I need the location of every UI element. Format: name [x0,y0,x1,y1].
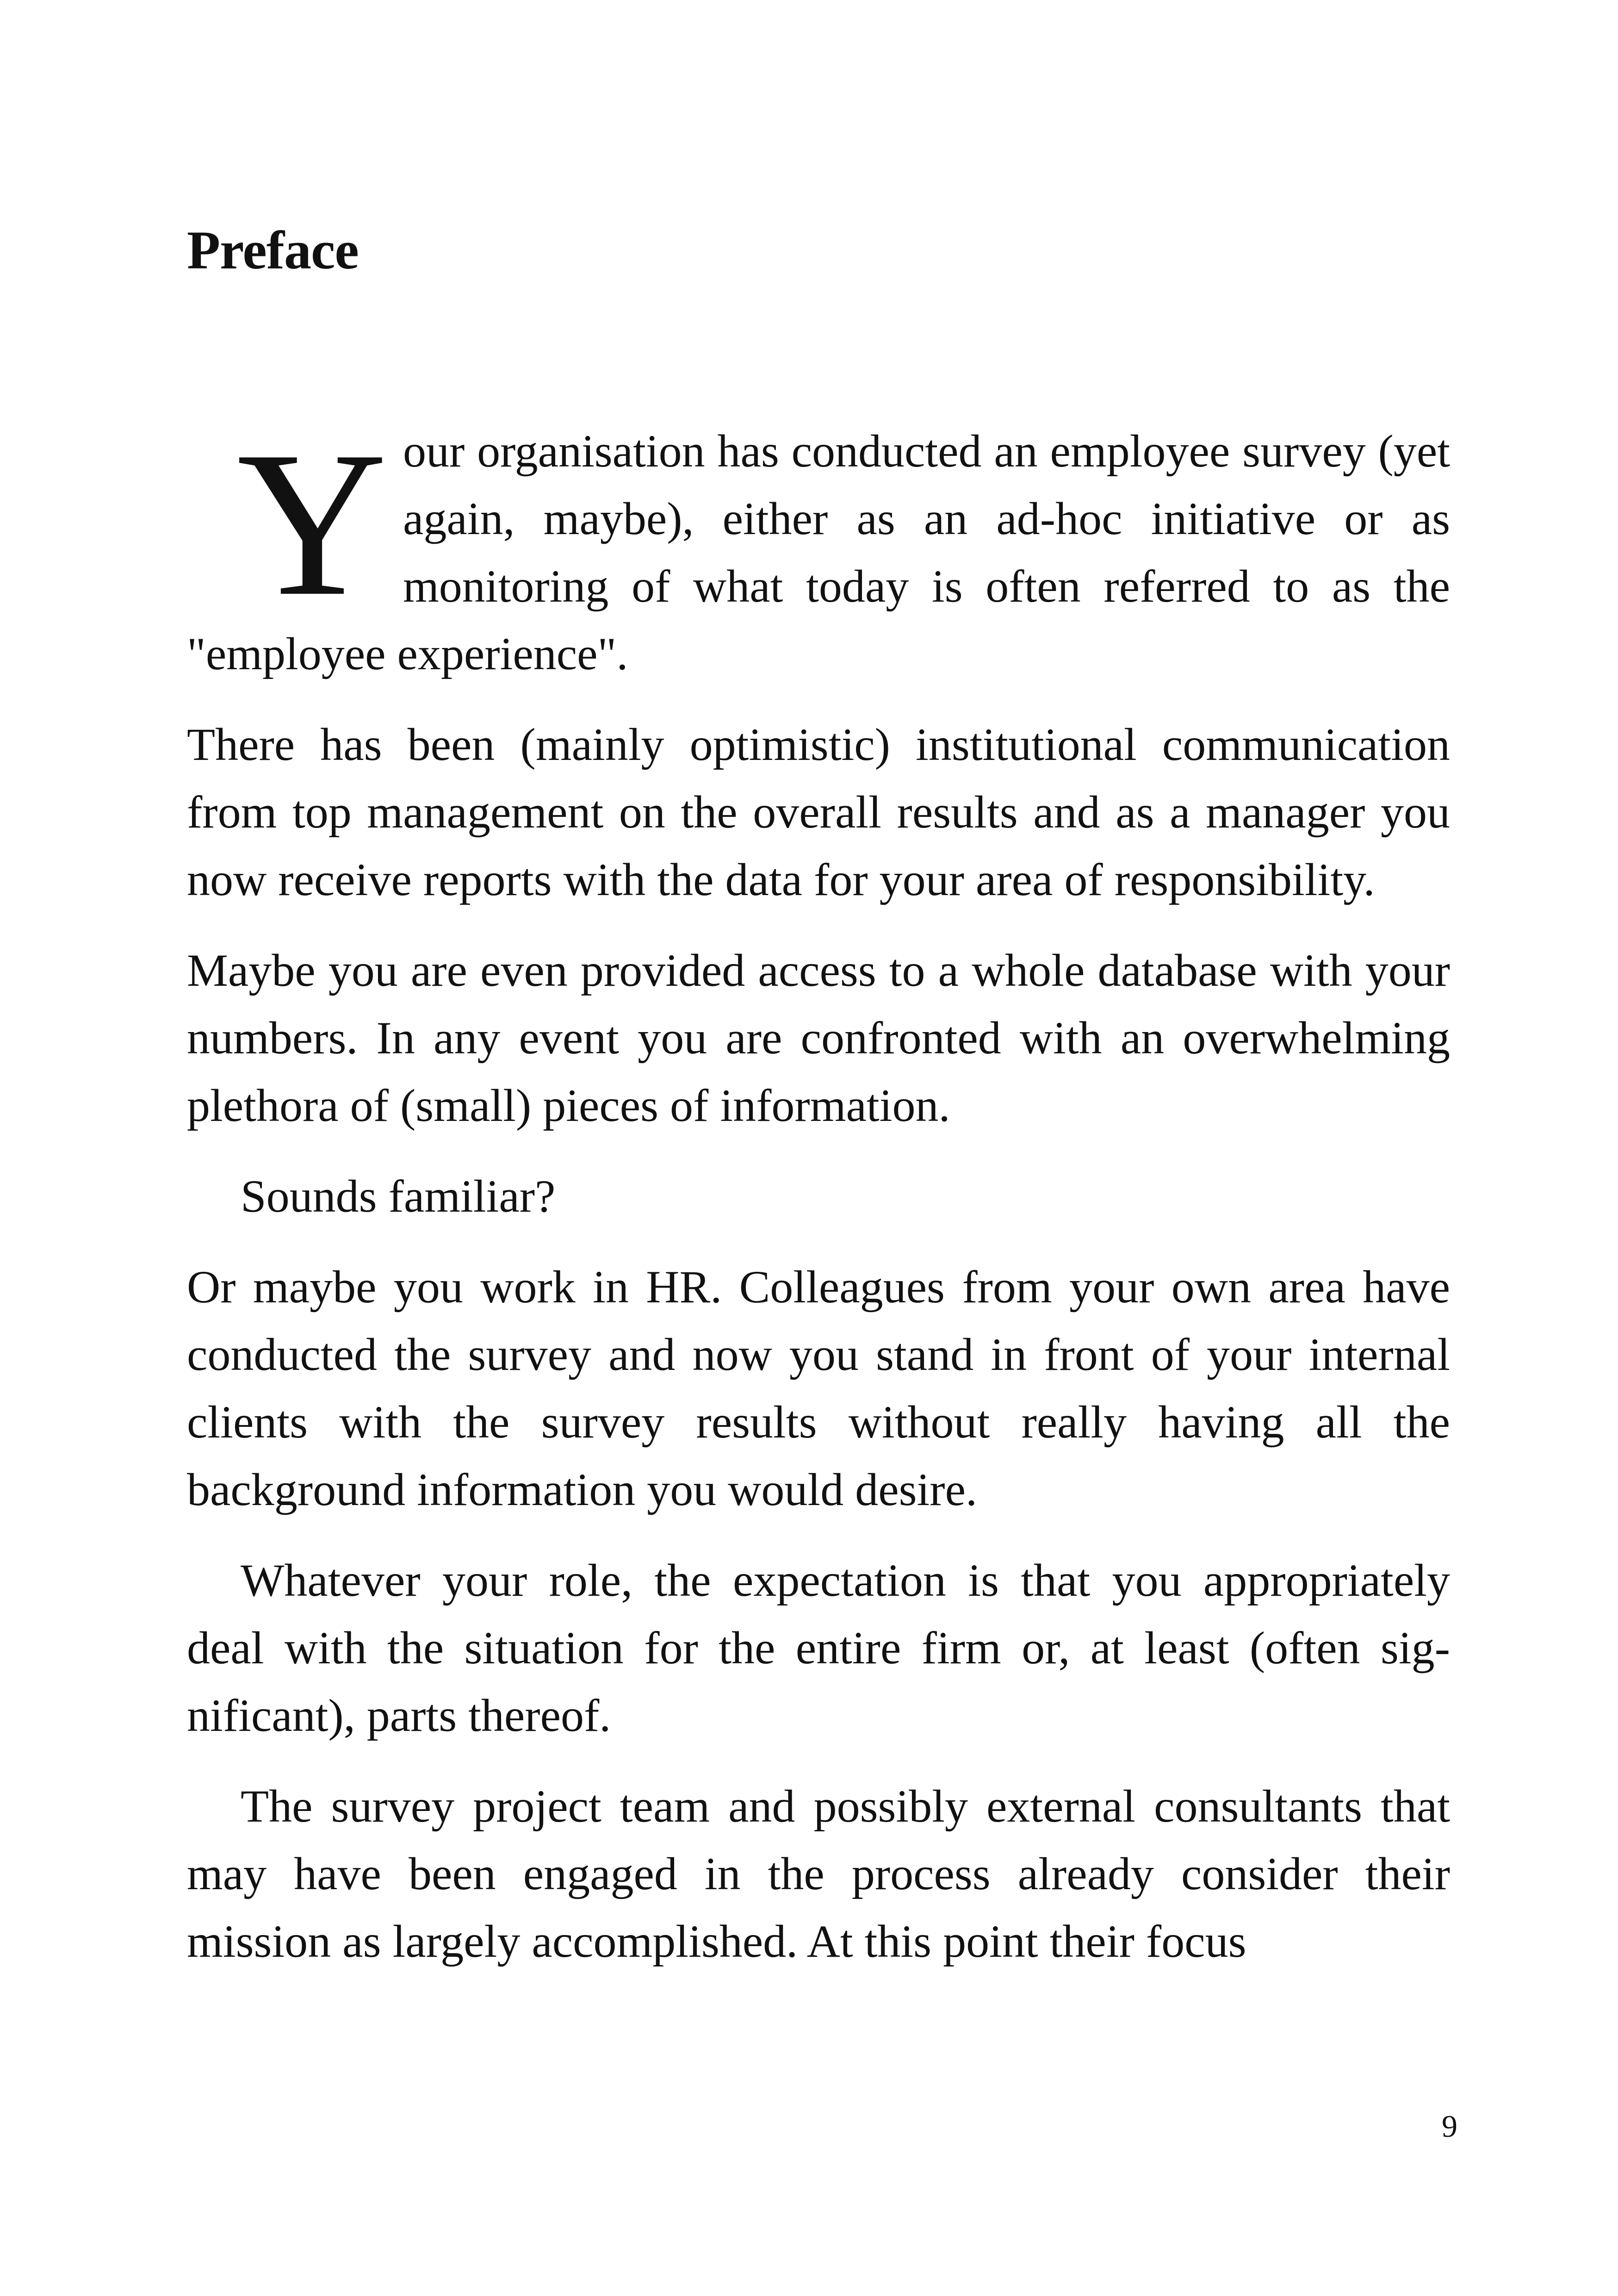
paragraph-7: The survey project team and possibly external consultants that may have been engaged in the process already consider their mission as largely accomplished. At this point their focus [187,1780,1450,1967]
paragraph-6: Whatever your role, the expectation is that you appropriately deal with the situation for the entire firm or, at least (often significant), parts thereof. [187,1555,1450,1741]
page-number: 9 [1442,2109,1457,2144]
drop-cap: Y [237,409,387,639]
paragraph-1-text: our organisation has conducted an employee survey (yet again, maybe), either as an ad-hoc initiative or as monitoring of what today is often referred to as the "employee experience". [187,425,1450,679]
paragraph-5: Or maybe you work in HR. Colleagues from your own area have conducted the survey and now you stand in front of your internal clients with the survey results without really having all the background information you would desire. [187,1261,1450,1515]
body-text [187,409,1450,1998]
paragraph-4: Sounds familiar? [241,1170,556,1222]
paragraph-2: There has been (mainly optimistic) institutional communication from top management on the overall results and as a manager you now receive reports with the data for your area of responsibility. [187,719,1450,905]
paragraph-1 [187,409,1450,688]
paragraph-3: Maybe you are even provided access to a whole database with your numbers. In any event you are confronted with an overwhelming plethora of (small) pieces of information. [187,945,1450,1131]
chapter-heading: Preface [187,220,359,280]
